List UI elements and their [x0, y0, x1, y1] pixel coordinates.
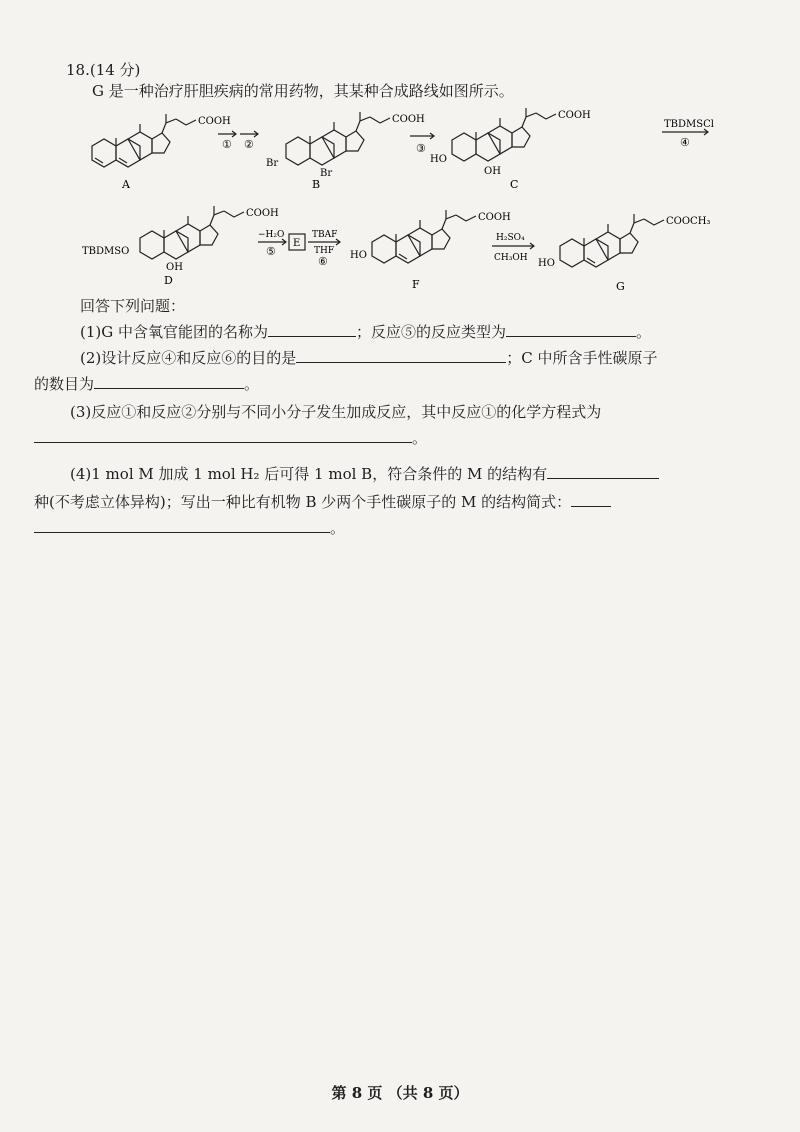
q3-text-b: 。 — [412, 429, 428, 447]
compound-D-sub1: TBDMSO — [82, 246, 130, 257]
synthesis-scheme — [0, 100, 800, 290]
arrow-1-label: ① — [222, 138, 232, 151]
q2-text-d: 。 — [244, 375, 260, 393]
compound-F-group: COOH — [478, 212, 511, 223]
q4-answer-blank-2[interactable] — [571, 492, 611, 507]
q1-text-b: ；反应⑤的反应类型为 — [356, 323, 507, 341]
compound-C-structure — [430, 108, 591, 191]
arrow-7-reagent: H₂SO₄ — [496, 233, 525, 243]
question-3-cont — [34, 428, 427, 448]
q4-answer-blank-1[interactable] — [547, 464, 659, 479]
q4-text-b: 种(不考虑立体异构)；写出一种比有机物 B 少两个手性碳原子的 M 的结构简式： — [34, 493, 572, 511]
arrow-4-label: ④ — [680, 136, 690, 149]
compound-G-structure — [538, 214, 710, 290]
question-4-cont — [34, 492, 611, 512]
arrow-7-solvent: CH₃OH — [494, 253, 528, 263]
compound-D-sub2: OH — [166, 262, 183, 273]
question-4 — [70, 464, 659, 484]
arrow-4-reagent: TBDMSCl — [664, 119, 714, 130]
q4-text-c: 。 — [330, 519, 346, 537]
question-2 — [80, 348, 658, 368]
q1-text-c: 。 — [636, 323, 652, 341]
compound-C-sub1: HO — [430, 154, 447, 165]
q4-text-a: (4)1 mol M 加成 1 mol H₂ 后可得 1 mol B，符合条件的 M 的结构有 — [70, 465, 548, 483]
compound-C-group: COOH — [558, 110, 591, 121]
compound-B-label: B — [312, 178, 321, 191]
compound-F-label: F — [412, 278, 420, 290]
compound-D-label: D — [164, 274, 173, 287]
arrow-5-reagent: −H₂O — [258, 230, 285, 240]
compound-A-structure — [92, 114, 231, 191]
question-intro: G 是一种治疗肝胆疾病的常用药物，其某种合成路线如图所示。 — [92, 82, 514, 100]
compound-D-structure — [82, 206, 279, 287]
q4-answer-blank-3[interactable] — [34, 518, 330, 533]
compound-C-sub2: OH — [484, 166, 501, 177]
q2-answer-blank-2[interactable] — [94, 374, 244, 389]
q2-text-c: 的数目为 — [34, 375, 95, 393]
compound-B-sub2: Br — [320, 168, 333, 179]
q2-text-a: (2)设计反应④和反应⑥的目的是 — [80, 349, 297, 367]
compound-G-label: G — [616, 280, 625, 290]
arrow-6-solvent: THF — [314, 246, 335, 256]
q1-answer-blank-1[interactable] — [268, 322, 356, 337]
q1-text-a: (1)G 中含氧官能团的名称为 — [80, 323, 268, 341]
arrow-7 — [492, 243, 534, 249]
arrow-5-label: ⑤ — [266, 245, 276, 258]
question-1 — [80, 322, 651, 342]
compound-B-structure — [266, 112, 425, 191]
question-2-cont — [34, 374, 259, 394]
q3-answer-blank[interactable] — [34, 428, 412, 443]
arrow-1-2 — [218, 131, 258, 137]
compound-G-sub1: HO — [538, 258, 555, 269]
intermediate-E-label: E — [293, 238, 301, 249]
question-3: (3)反应①和反应②分别与不同小分子发生加成反应，其中反应①的化学方程式为 — [70, 403, 602, 421]
question-4-cont2 — [34, 518, 345, 538]
arrow-3 — [410, 133, 434, 139]
arrow-3-label: ③ — [416, 142, 426, 155]
compound-B-sub1: Br — [266, 158, 279, 169]
compound-D-group: COOH — [246, 208, 279, 219]
arrow-6-label: ⑥ — [318, 255, 328, 268]
q1-answer-blank-2[interactable] — [506, 322, 636, 337]
compound-C-label: C — [510, 178, 519, 191]
arrow-6-reagent: TBAF — [312, 230, 338, 240]
compound-G-group: COOCH₃ — [666, 216, 711, 227]
compound-A-group: COOH — [198, 116, 231, 127]
compound-A-label: A — [122, 178, 130, 191]
compound-F-structure — [350, 210, 511, 290]
arrow-2-label: ② — [244, 138, 254, 151]
q2-answer-blank-1[interactable] — [296, 348, 506, 363]
question-number: 18.(14 分) — [66, 61, 141, 79]
compound-F-sub1: HO — [350, 250, 367, 261]
page-footer: 第 8 页 （共 8 页） — [331, 1084, 469, 1102]
answer-prompt: 回答下列问题： — [80, 297, 186, 315]
q2-text-b: ；C 中所含手性碳原子 — [506, 349, 658, 367]
compound-B-group: COOH — [392, 114, 425, 125]
